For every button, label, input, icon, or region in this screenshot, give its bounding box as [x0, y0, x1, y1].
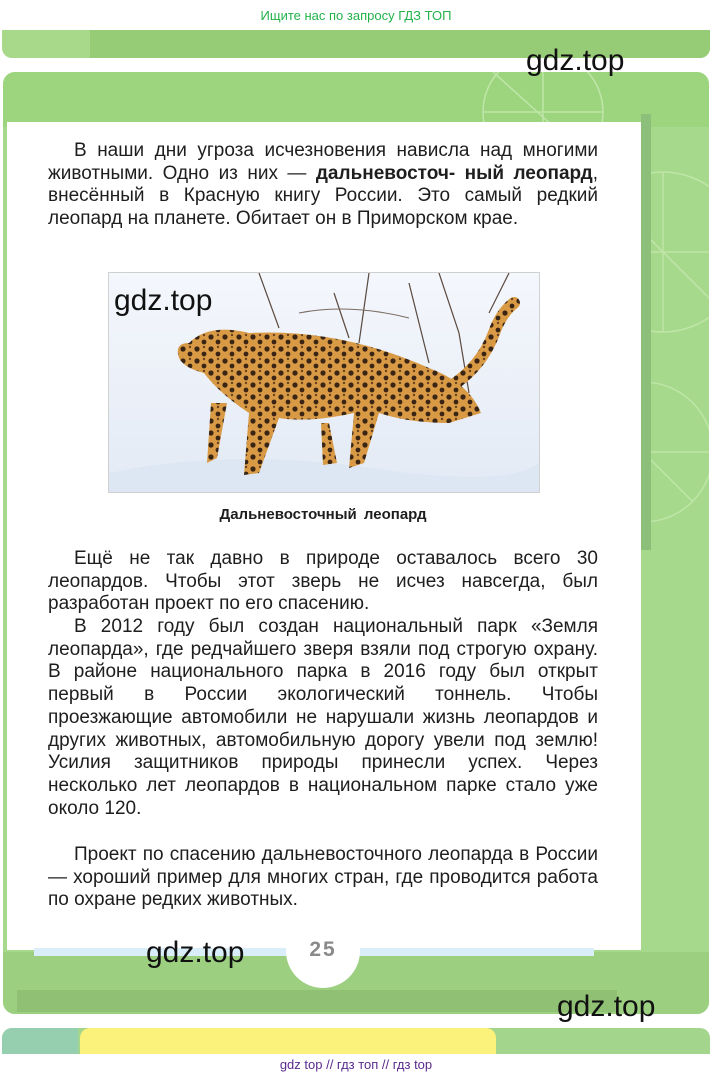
paragraph-conclusion: [48, 844, 598, 912]
photo-caption: Дальневосточный леопард: [219, 506, 427, 523]
intro-line-3: , внесённый в Красную книгу России.: [48, 162, 599, 207]
bottom-decor-bar-left: [2, 1028, 78, 1054]
intro-bold-term-a: дальневосточ-: [315, 162, 456, 184]
conclusion-text: Проект по спасению дальневосточного леопарда в России — хороший пример для многих стран, где проводится работа по охране редких животных.: [48, 844, 598, 911]
footer-links[interactable]: gdz top // гдз топ // гдз top: [279, 1057, 433, 1072]
paragraph-national-park: [48, 616, 598, 820]
intro-line-2: многими животными. Одно из них —: [48, 140, 598, 184]
page-shadow-strip: [17, 990, 617, 1012]
panel-shadow: [641, 114, 651, 550]
watermark-top-right: gdz.top: [526, 44, 625, 77]
bottom-yellow-bar: [80, 1028, 496, 1054]
watermark-on-photo: gdz.top: [114, 284, 213, 317]
paragraph-intro: [48, 140, 598, 231]
watermark-bottom-left: gdz.top: [146, 936, 245, 969]
watermark-bottom-right: gdz.top: [557, 990, 656, 1023]
park-text: В 2012 году был создан национальный парк «Земля леопарда», где редчайшего зверя взяли под строгую охрану. В районе национального парка в 2016 году был открыт первый в России экологический тоннель. Чтобы проезжающие автомобили не нарушали жизнь леопардов и других животных, автомобильную дорогу увели под землю! Усилия защитников природы принесли успех. Через несколько лет леопардов в национальном парке стало уже около 120.: [48, 616, 598, 819]
intro-line-5: он в Приморском крае.: [315, 208, 519, 230]
paragraph-history: [48, 548, 598, 616]
intro-bold-term-b: ный леопард: [464, 162, 593, 184]
intro-line-4: Это самый редкий леопард на планете. Обитает: [48, 185, 598, 230]
page-number: 25: [309, 938, 337, 961]
text-panel: [7, 122, 641, 950]
history-text: Ещё не так давно в природе оставалось всего 30 леопардов. Чтобы этот зверь не исчез навсегда, был разработан проект по его спасению.: [48, 548, 598, 615]
intro-line-1: В наши дни угроза исчезновения нависла над: [74, 140, 513, 161]
search-hint-banner[interactable]: Ищите нас по запросу ГДЗ ТОП: [260, 8, 452, 23]
